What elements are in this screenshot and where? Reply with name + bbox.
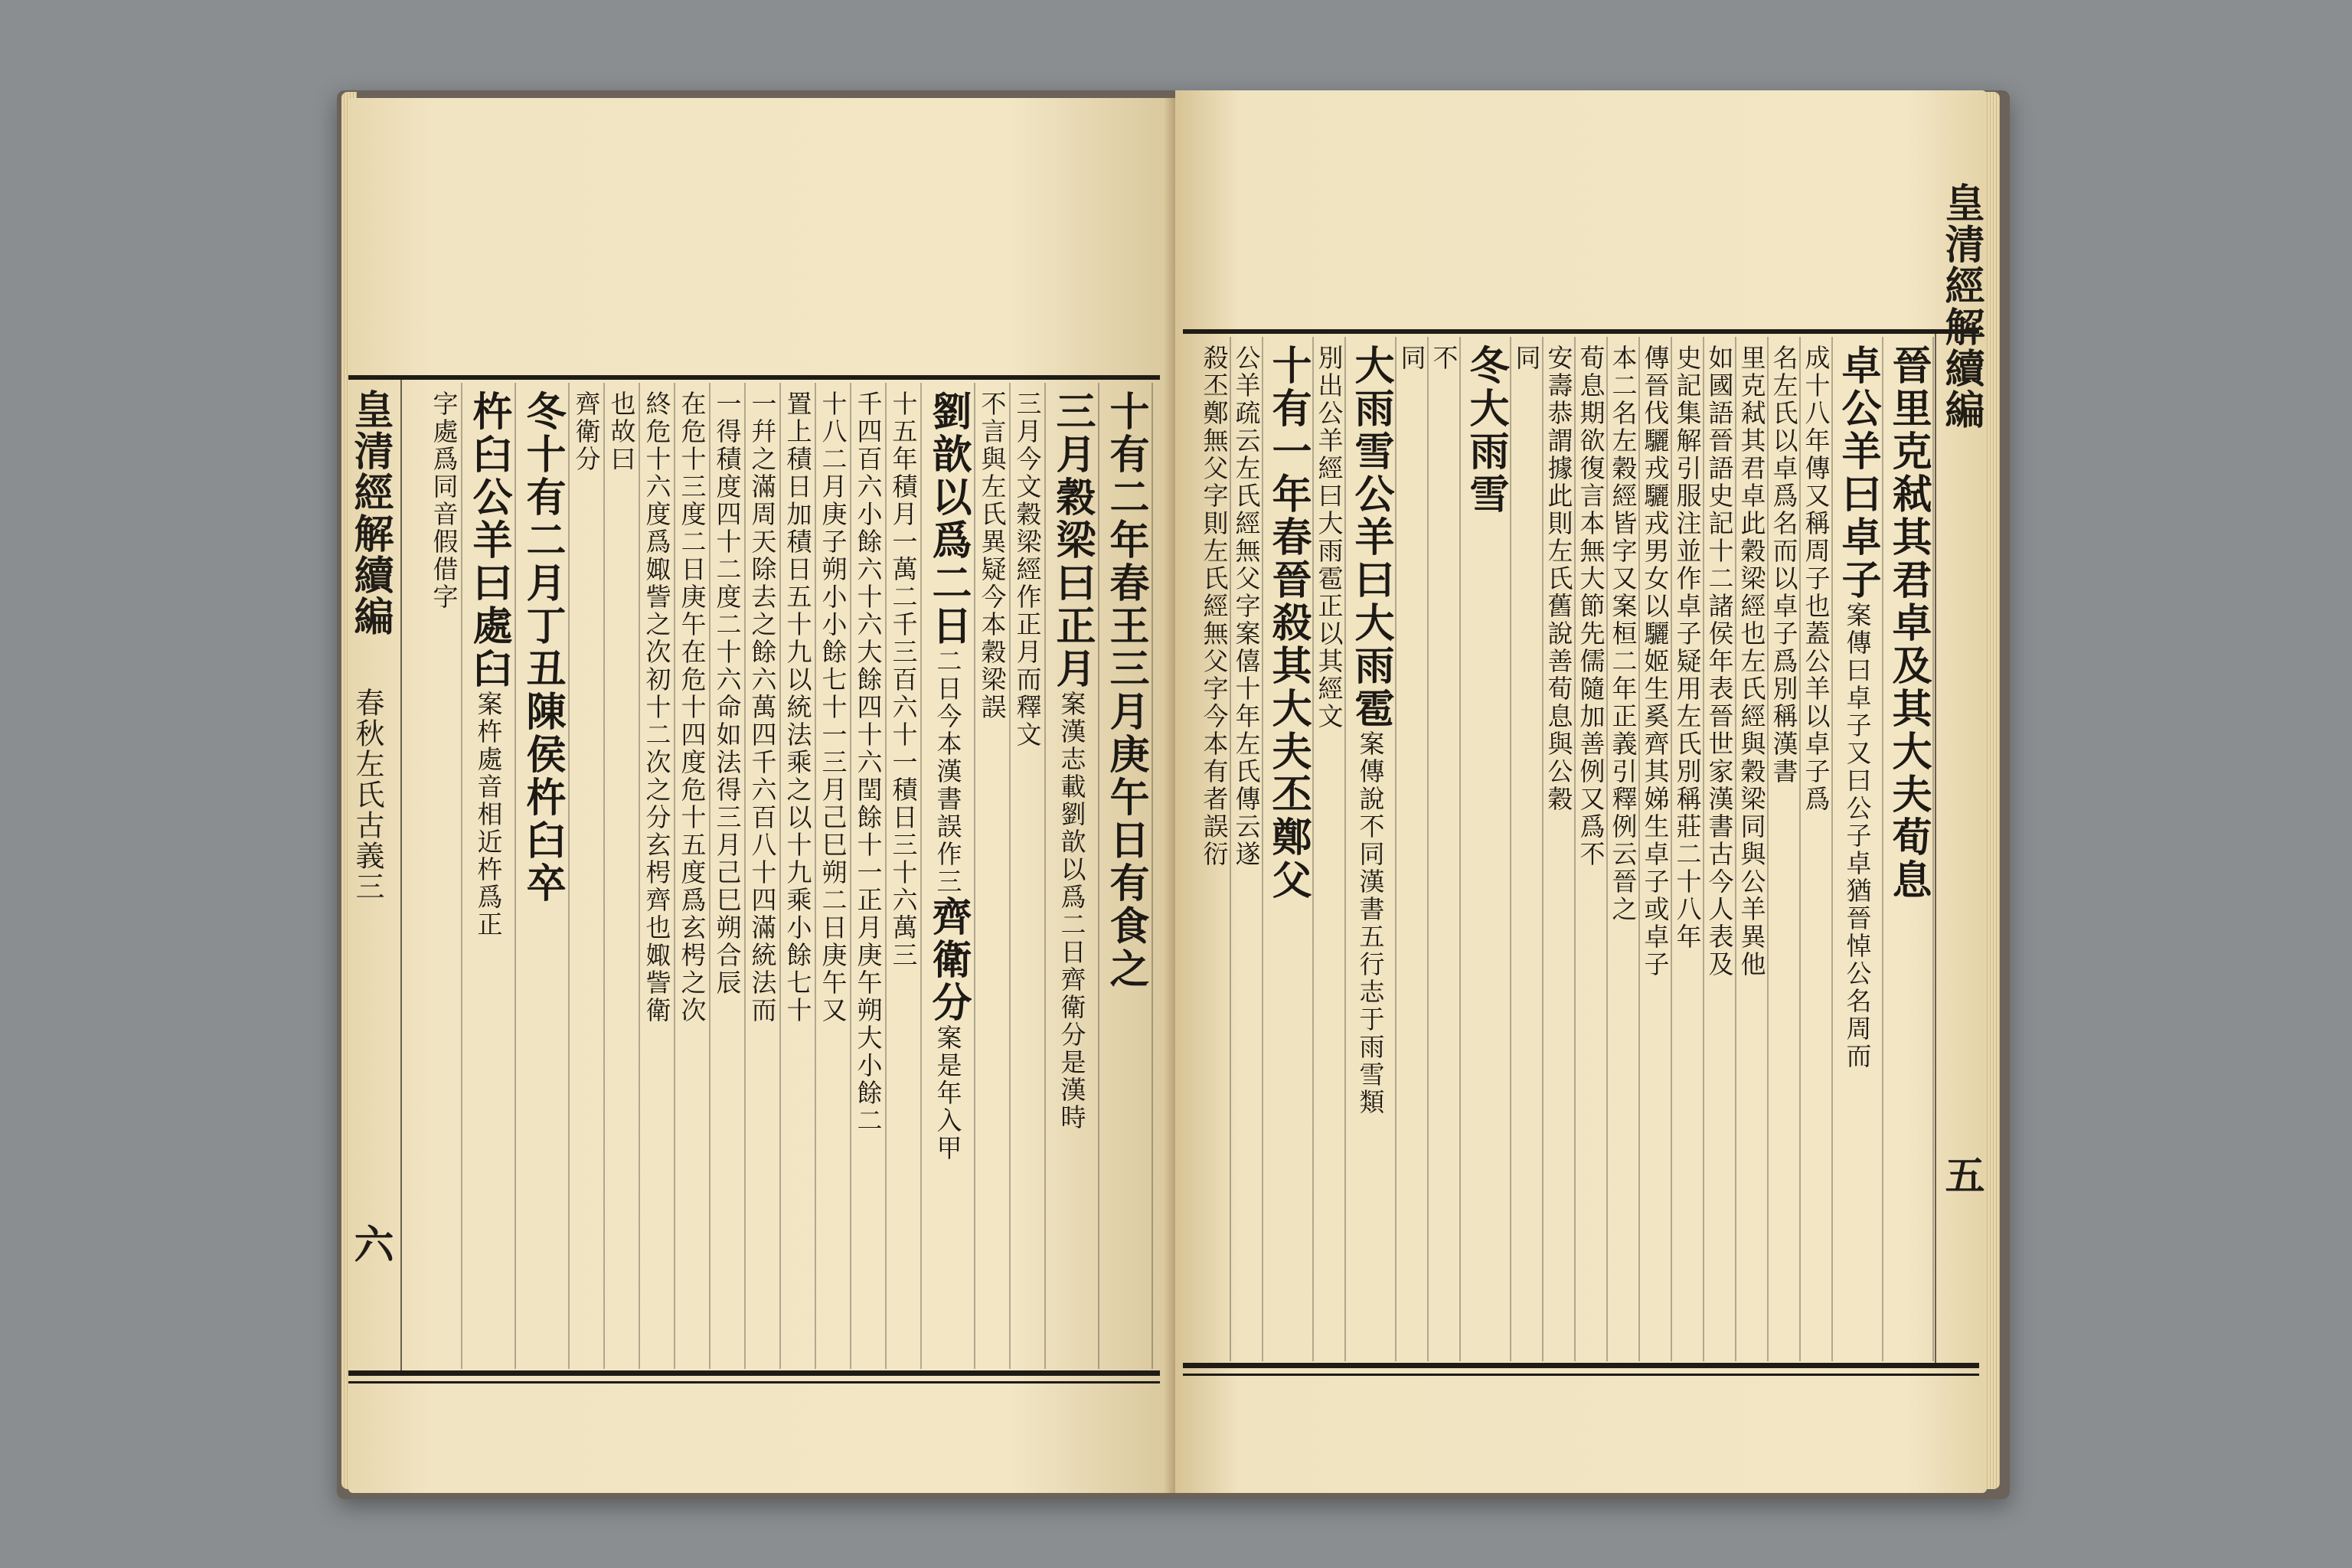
annotation-text: 案杵處音相近杵爲正 bbox=[473, 691, 504, 939]
margin-title: 皇清經解續編 bbox=[1938, 182, 1984, 430]
annotation-text: 案是年入甲 bbox=[933, 1024, 963, 1162]
main-text: 卓公羊曰卓子 bbox=[1834, 345, 1881, 602]
annotation-text: 史記集解引服注並作卓子疑用左氏別稱莊二十八年 bbox=[1672, 345, 1703, 951]
annotation-text: 別出公羊經曰大雨雹正以其經文 bbox=[1314, 345, 1344, 730]
text-column bbox=[1460, 337, 1511, 1361]
text-column bbox=[815, 383, 851, 1369]
text-column bbox=[1639, 337, 1671, 1361]
text-column bbox=[1230, 337, 1263, 1361]
main-text: 冬十有二月丁丑陳侯杵臼卒 bbox=[519, 390, 566, 905]
annotation-text: 案傳說不同漢書五行志于雨雪類 bbox=[1355, 730, 1386, 1116]
bottom-rule bbox=[348, 1370, 1160, 1376]
text-column bbox=[1768, 337, 1800, 1361]
text-column bbox=[1263, 337, 1313, 1361]
column-rule bbox=[1542, 337, 1544, 1361]
text-column bbox=[1010, 383, 1045, 1369]
text-column bbox=[745, 383, 780, 1369]
text-column bbox=[1396, 337, 1428, 1361]
text-column bbox=[1345, 337, 1396, 1361]
text-column bbox=[515, 383, 569, 1369]
text-column bbox=[886, 383, 921, 1369]
annotation-text: 傳晉伐驪戎驪戎男女以驪姬生奚齊其娣生卓子或卓子 bbox=[1640, 345, 1671, 978]
text-column bbox=[1800, 337, 1832, 1361]
main-text: 晉里克弒其君卓及其大夫荀息 bbox=[1885, 345, 1932, 902]
text-column bbox=[1704, 337, 1736, 1361]
text-column bbox=[1883, 337, 1933, 1361]
annotation-text: 成十八年傳又稱周子也蓋公羊以卓子爲 bbox=[1801, 345, 1831, 813]
text-column bbox=[780, 383, 815, 1369]
folio-number: 六 bbox=[347, 1223, 394, 1265]
text-column bbox=[639, 383, 675, 1369]
bottom-rule-thin bbox=[348, 1381, 1160, 1383]
text-column bbox=[1428, 337, 1460, 1361]
text-column bbox=[1575, 337, 1607, 1361]
text-column bbox=[604, 383, 639, 1369]
main-text: 十有一年春晉殺其大夫丕鄭父 bbox=[1265, 345, 1312, 902]
text-column bbox=[1607, 337, 1639, 1361]
annotation-text: 荀息期欲復言本無大節先儒隨加善例又爲不 bbox=[1576, 345, 1606, 868]
text-column bbox=[710, 383, 745, 1369]
text-column bbox=[462, 383, 515, 1369]
bottom-rule-thin bbox=[1183, 1374, 1979, 1376]
text-column bbox=[851, 383, 886, 1369]
annotation-text: 一得積度四十二度二十六命如法得三月己巳朔合辰 bbox=[712, 390, 743, 997]
text-column bbox=[1543, 337, 1575, 1361]
annotation-text: 終危十六度爲娵訾之次初十二次之分玄枵齊也娵訾衛 bbox=[642, 390, 672, 1024]
annotation-text: 案漢志載劉歆以爲二日齊衛分是漢時 bbox=[1057, 691, 1087, 1132]
text-column bbox=[1313, 337, 1345, 1361]
annotation-text: 安壽恭謂據此則左氏舊說善荀息與公穀 bbox=[1544, 345, 1574, 813]
margin-subtitle: 春秋左氏古義三 bbox=[351, 688, 384, 902]
main-text: 大雨雪公羊曰大雨雹 bbox=[1348, 345, 1394, 730]
margin-line bbox=[400, 380, 402, 1370]
column-rule bbox=[639, 383, 640, 1369]
text-column bbox=[1832, 337, 1883, 1361]
annotation-text: 十八二月庚子朔小小餘七十一三月己巳朔二日庚午又 bbox=[818, 390, 848, 1024]
annotation-text: 一幷之滿周天除去之餘六萬四千六百八十四滿統法而 bbox=[747, 390, 778, 1024]
annotation-text: 同 bbox=[1511, 345, 1542, 372]
text-column bbox=[1198, 337, 1230, 1361]
main-text: 三月穀梁曰正月 bbox=[1049, 390, 1096, 691]
text-column bbox=[975, 383, 1010, 1369]
annotation-text: 案傳曰卓子又曰公子卓猶晉悼公名周而 bbox=[1842, 602, 1873, 1070]
text-column bbox=[569, 383, 604, 1369]
margin-line bbox=[1935, 334, 1936, 1363]
annotation-text: 二日今本漢書誤作三 bbox=[933, 648, 963, 896]
annotation-text: 三月今文穀梁經作正月而釋文 bbox=[1012, 390, 1043, 749]
annotation-text: 十五年積月一萬二千三百六十一積日三十六萬三 bbox=[888, 390, 919, 969]
column-rule bbox=[1459, 337, 1461, 1361]
annotation-text: 不 bbox=[1429, 345, 1459, 372]
annotation-text: 如國語晉語史記十二諸侯年表晉世家漢書古今人表及 bbox=[1704, 345, 1735, 978]
column-rule bbox=[1427, 337, 1429, 1361]
main-text: 十有二年春王三月庚午日有食之 bbox=[1102, 390, 1149, 991]
folio-number: 五 bbox=[1938, 1155, 1984, 1196]
text-column bbox=[1511, 337, 1543, 1361]
top-rule bbox=[1183, 329, 1979, 334]
main-text: 杵臼公羊曰處臼 bbox=[466, 390, 512, 691]
main-text: 齊衛分 bbox=[925, 896, 972, 1024]
annotation-text: 名左氏以卓爲名而以卓子爲別稱漢書 bbox=[1769, 345, 1799, 786]
left-page bbox=[348, 98, 1175, 1493]
main-text: 冬大雨雪 bbox=[1462, 345, 1509, 516]
text-column bbox=[1045, 383, 1099, 1369]
annotation-text: 同 bbox=[1396, 345, 1427, 372]
text-column bbox=[426, 383, 462, 1369]
bottom-rule bbox=[1183, 1363, 1979, 1368]
margin-title: 皇清經解續編 bbox=[347, 389, 394, 637]
text-column bbox=[1736, 337, 1768, 1361]
annotation-text: 在危十三度二日庚午在危十四度危十五度爲玄枵之次 bbox=[677, 390, 707, 1024]
annotation-text: 也故曰 bbox=[606, 390, 637, 473]
text-column bbox=[921, 383, 975, 1369]
annotation-text: 齊衛分 bbox=[571, 390, 602, 473]
column-rule bbox=[603, 383, 605, 1369]
annotation-text: 里克弒其君卓此穀梁經也左氏經與穀梁同與公羊異他 bbox=[1736, 345, 1767, 978]
annotation-text: 公羊疏云左氏經無父字案僖十年左氏傳云遂 bbox=[1231, 345, 1262, 868]
text-column bbox=[1099, 383, 1152, 1369]
annotation-text: 本二名左穀經皆字又案桓二年正義引釋例云晉之 bbox=[1608, 345, 1638, 923]
annotation-text: 不言與左氏異疑今本穀梁誤 bbox=[977, 390, 1008, 721]
main-text: 劉歆以爲二日 bbox=[925, 390, 972, 648]
top-rule bbox=[348, 375, 1160, 380]
annotation-text: 千四百六小餘六十六大餘四十六閏餘十一正月庚午朔大小餘二 bbox=[853, 390, 884, 1135]
annotation-text: 殺丕鄭無父字則左氏經無父字今本有者誤衍 bbox=[1199, 345, 1230, 868]
text-column bbox=[1671, 337, 1704, 1361]
annotation-text: 字處爲同音假借字 bbox=[429, 390, 459, 611]
text-column bbox=[675, 383, 710, 1369]
annotation-text: 置上積日加積日五十九以統法乘之以十九乘小餘七十 bbox=[782, 390, 813, 1024]
right-page bbox=[1175, 90, 1987, 1493]
